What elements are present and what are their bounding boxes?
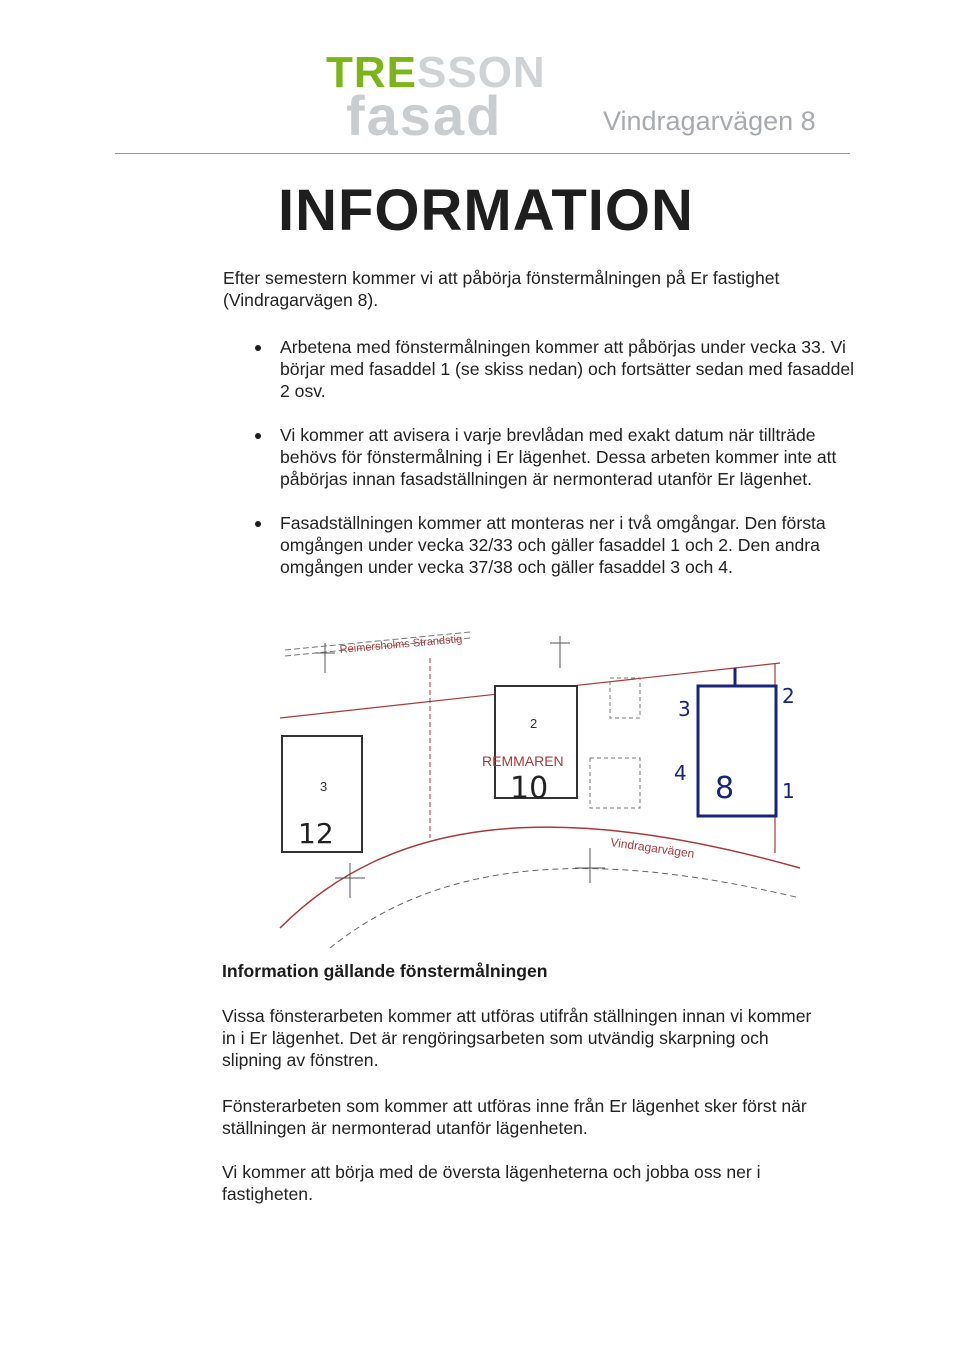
building-number-2: 2	[530, 716, 538, 731]
fasaddel-label-4: 4	[674, 761, 687, 785]
fasaddel-label-3: 3	[678, 697, 691, 721]
bullet-item	[247, 512, 857, 578]
bullet-text: Vi kommer att avisera i varje brevlådan med exakt datum när tillträde behövs för fönstermålning i Er lägenhet. Dessa arbeten kommer inte att påbörjas innan fasadställningen är nermonterad utanför Er lägenhet.	[280, 425, 837, 489]
bullet-text: Arbetena med fönstermålningen kommer att påbörjas under vecka 33. Vi börjar med fasaddel 1 (se skiss nedan) och fortsätter sedan med fasaddel 2 osv.	[280, 337, 855, 401]
bullet-icon	[255, 521, 261, 527]
bullet-text: Fasadställningen kommer att monteras ner i två omgångar. Den första omgången under vecka 32/33 och gäller fasaddel 1 och 2. Den andra omgången under vecka 37/38 och gäller fasaddel 3 och 4.	[280, 513, 826, 577]
section-paragraph: Vissa fönsterarbeten kommer att utföras utifrån ställningen innan vi kommer in i Er lägenhet. Det är rengöringsarbeten som utvändig skarpning och slipning av fönstren.	[222, 1006, 812, 1070]
logo-text-grey: SSON	[417, 48, 546, 97]
section-heading: Information gällande fönstermålningen	[222, 961, 548, 981]
section-paragraph: Vi kommer att börja med de översta lägenheterna och jobba oss ner i fastigheten.	[222, 1162, 761, 1204]
bullet-icon	[255, 433, 261, 439]
bullet-list	[247, 336, 857, 600]
fasaddel-label-2: 2	[782, 684, 795, 708]
road-label-bottom: Vindragarvägen	[609, 835, 696, 861]
building-handwritten-10: 10	[510, 771, 549, 806]
intro-paragraph: Efter semestern kommer vi att påbörja fönstermålningen på Er fastighet (Vindragarvägen 8).	[223, 268, 780, 310]
fasaddel-label-1: 1	[782, 779, 795, 803]
site-plan-sketch	[270, 628, 820, 948]
logo-text-green: TRE	[326, 48, 417, 97]
road-label-top: Reimersholms Strandstig	[339, 633, 463, 656]
logo-text-fasad: fasad	[346, 84, 503, 147]
bullet-item	[247, 424, 857, 490]
building-handwritten-8: 8	[715, 771, 735, 806]
bullet-icon	[255, 345, 261, 351]
site-plan-drawing	[270, 628, 820, 948]
section-paragraph: Fönsterarbeten som kommer att utföras inne från Er lägenhet sker först när ställningen är nermonterad utanför lägenheten.	[222, 1096, 807, 1138]
block-name-label: REMMAREN	[482, 753, 564, 769]
page-title: INFORMATION	[278, 178, 694, 243]
building-handwritten-12: 12	[298, 817, 334, 850]
building-number-3: 3	[320, 779, 328, 794]
company-logo	[326, 48, 596, 147]
header-address: Vindragarvägen 8	[603, 106, 816, 136]
header-divider	[115, 153, 850, 154]
bullet-item	[247, 336, 857, 402]
